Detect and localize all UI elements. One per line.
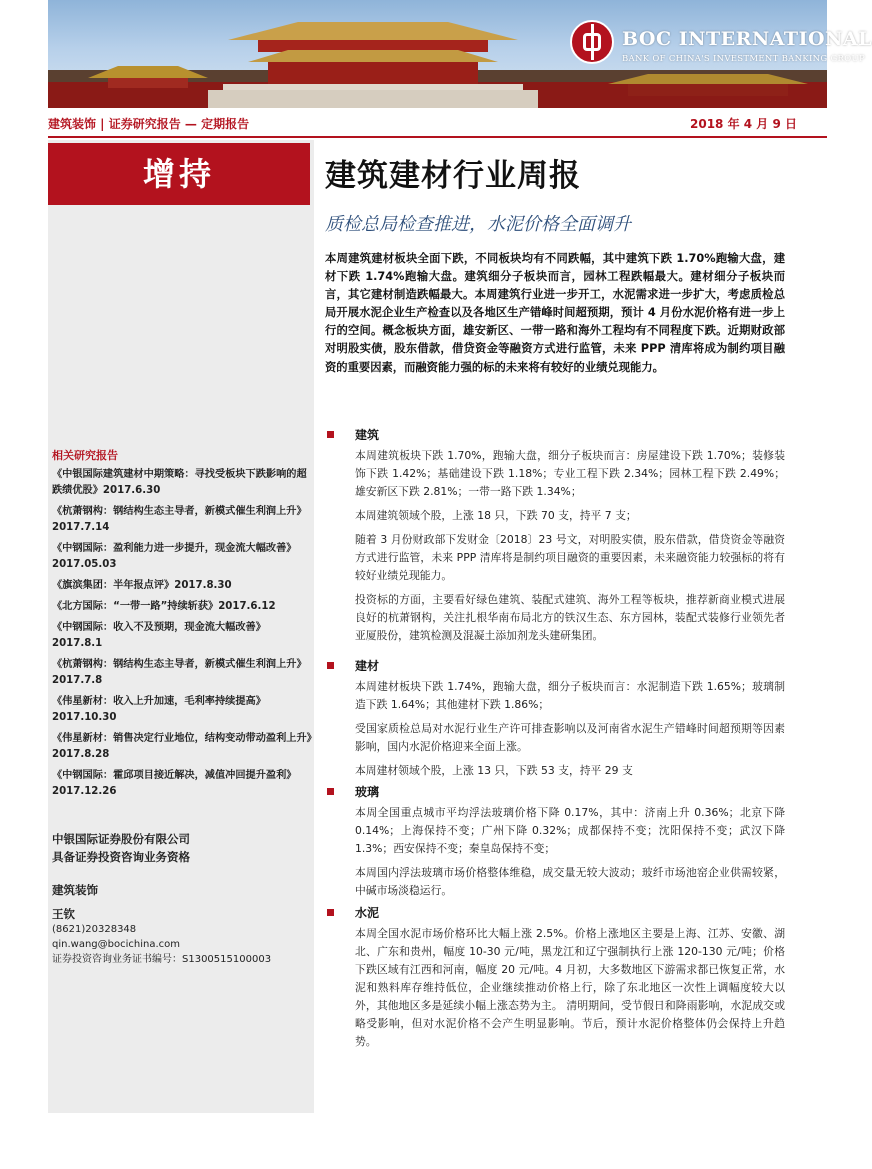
- logo-subtitle: BANK OF CHINA'S INVESTMENT BANKING GROUP: [622, 54, 866, 64]
- section-paragraph: 本周建筑板块下跌 1.70%，跑输大盘，细分子板块而言：房屋建设下跌 1.70%；装修装饰下跌 1.42%；基础建设下跌 1.18%；专业工程下跌 2.34%；园林工程下跌 2.49%；雄安新区下跌 2.81%；一带一路下跌 1.34%；: [355, 449, 785, 498]
- square-bullet-icon: [327, 909, 334, 916]
- header-banner: [48, 0, 872, 108]
- section-heading: 建筑: [325, 426, 785, 444]
- square-bullet-icon: [327, 788, 334, 795]
- logo-name: BOC INTERNATIONAL: [622, 28, 872, 50]
- section-paragraph: 本周建材领域个股，上涨 13 只，下跌 53 支，持平 29 支: [355, 764, 633, 777]
- analyst-email[interactable]: qin.wang@bocichina.com: [52, 939, 180, 950]
- related-report-item: 《中钢国际：盈利能力进一步提升，现金流大幅改善》2017.05.03: [52, 543, 297, 570]
- report-header: [48, 112, 827, 138]
- section-paragraph: 投资标的方面，主要看好绿色建筑、装配式建筑、海外工程等板块，推荐新商业模式进展良好的杭萧钢构，关注扎根华南布局北方的铁汉生态、东方园林，装配式装修行业领先者亚厦股份，建筑检测及混凝土添加剂龙头建研集团。: [355, 593, 785, 642]
- report-category: 建筑装饰 | 证券研究报告 — 定期报告: [48, 117, 250, 131]
- section-paragraph: 本周建材板块下跌 1.74%，跑输大盘，细分子板块而言：水泥制造下跌 1.65%；玻璃制造下跌 1.64%；其他建材下跌 1.86%；: [355, 680, 785, 711]
- analyst-certificate: 证券投资咨询业务证书编号：S1300515100003: [52, 954, 272, 965]
- section-glass: [325, 783, 785, 906]
- company-qualification: 具备证券投资咨询业务资格: [52, 850, 190, 864]
- report-title: 建筑建材行业周报: [325, 158, 581, 194]
- related-report-item: 《伟星新材：销售决定行业地位，结构变动带动盈利上升》2017.8.28: [52, 733, 312, 760]
- analyst-name: 王钦: [52, 907, 75, 921]
- related-report-item: 《中银国际建筑建材中期策略：寻找受板块下跌影响的超跌绩优股》2017.6.30: [52, 469, 307, 496]
- section-paragraph: 本周全国重点城市平均浮法玻璃价格下降 0.17%，其中：济南上升 0.36%；北京下降 0.14%；上海保持不变；广州下降 0.32%；成都保持不变；沈阳保持不变；武汉下降 1.3%；西安保持不变；秦皇岛保持不变；: [355, 806, 785, 855]
- related-report-item: 《伟星新材：收入上升加速，毛利率持续提高》2017.10.30: [52, 696, 266, 723]
- section-heading: 水泥: [325, 904, 785, 922]
- boc-emblem-icon: [570, 20, 614, 64]
- section-construction: [325, 426, 785, 651]
- sector-label: 建筑装饰: [52, 883, 98, 897]
- section-heading: 建材: [325, 657, 785, 675]
- company-info: [52, 830, 190, 866]
- section-cement: [325, 904, 785, 1057]
- summary-paragraph: 本周建筑建材板块全面下跌，不同板块均有不同跌幅，其中建筑下跌 1.70%跑输大盘，建材下跌 1.74%跑输大盘。建筑细分子板块而言，园林工程跌幅最大。建材细分子板块而言，其它建材制造跌幅最大。本周建筑行业进一步开工，水泥需求进一步扩大，考虑质检总局开展水泥企业生产检查以及各地区生产错峰时间超预期，预计 4 月份水泥价格有进一步上行的空间。概念板块方面，雄安新区、一带一路和海外工程均有不同程度下跌。近期财政部对明股实债，股东借款，借贷资金等融资方式进行监管，未来 PPP 清库将成为制约项目融资的重要因素，而融资能力强的标的未来将有较好的业绩兑现能力。: [325, 252, 785, 374]
- section-building-materials: [325, 657, 785, 786]
- related-report-item: 《中钢国际：收入不及预期，现金流大幅改善》2017.8.1: [52, 622, 266, 649]
- related-reports-title: 相关研究报告: [52, 449, 118, 462]
- related-report-item: 《中钢国际：霍邱项目接近解决，减值冲回提升盈利》2017.12.26: [52, 770, 297, 797]
- section-paragraph: 本周建筑领域个股，上涨 18 只，下跌 70 支，持平 7 支；: [355, 509, 637, 522]
- boci-logo: [570, 18, 872, 78]
- analyst-contact: [52, 922, 271, 967]
- section-paragraph: 本周全国水泥市场价格环比大幅上涨 2.5%。价格上涨地区主要是上海、江苏、安徽、湖北、广东和贵州，幅度 10-30 元/吨，黑龙江和辽宁强制执行上涨 120-130 元/吨；价格下跌区域有江西和河南，幅度 20 元/吨。4 月初，大多数地区下游需求都已恢复正常，水泥和熟料库存维持低位，企业继续推动价格上行，除了东北地区一次性上调幅度较大以外，其他地区多是延续小幅上涨态势为主。 清明期间，受节假日和降雨影响，水泥成交或略受影响，但对水泥价格不会产生明显影响。节后，预计水泥价格整体仍会保持上升趋势。: [355, 927, 785, 1048]
- related-report-item: 《北方国际：“一带一路”持续斩获》2017.6.12: [52, 601, 276, 612]
- section-paragraph: 随着 3 月份财政部下发财金〔2018〕23 号文，对明股实债，股东借款，借贷资金等融资方式进行监管，未来 PPP 清库将是制约项目融资的重要因素，未来融资能力较强标的将有较好业绩兑现能力。: [355, 533, 785, 582]
- square-bullet-icon: [327, 431, 334, 438]
- related-reports: [52, 447, 314, 805]
- square-bullet-icon: [327, 662, 334, 669]
- report-subtitle: 质检总局检查推进，水泥价格全面调升: [325, 214, 631, 235]
- rating-badge: 增持: [48, 143, 310, 205]
- report-date: 2018 年 4 月 9 日: [690, 117, 797, 131]
- related-report-item: 《旗滨集团：半年报点评》2017.8.30: [52, 580, 232, 591]
- section-paragraph: 本周国内浮法玻璃市场价格整体维稳，成交量无较大波动；玻纤市场池窑企业供需较紧，中碱市场淡稳运行。: [355, 866, 785, 897]
- related-report-item: 《杭萧钢构：钢结构生态主导者，新模式催生利润上升》2017.7.14: [52, 506, 307, 533]
- related-report-item: 《杭萧钢构：钢结构生态主导者，新模式催生利润上升》2017.7.8: [52, 659, 307, 686]
- section-paragraph: 受国家质检总局对水泥行业生产许可排查影响以及河南省水泥生产错峰时间超预期等因素影响，国内水泥价格迎来全面上涨。: [355, 722, 785, 753]
- section-heading: 玻璃: [325, 783, 785, 801]
- analyst-phone: (8621)20328348: [52, 924, 137, 935]
- company-name: 中银国际证券股份有限公司: [52, 832, 190, 846]
